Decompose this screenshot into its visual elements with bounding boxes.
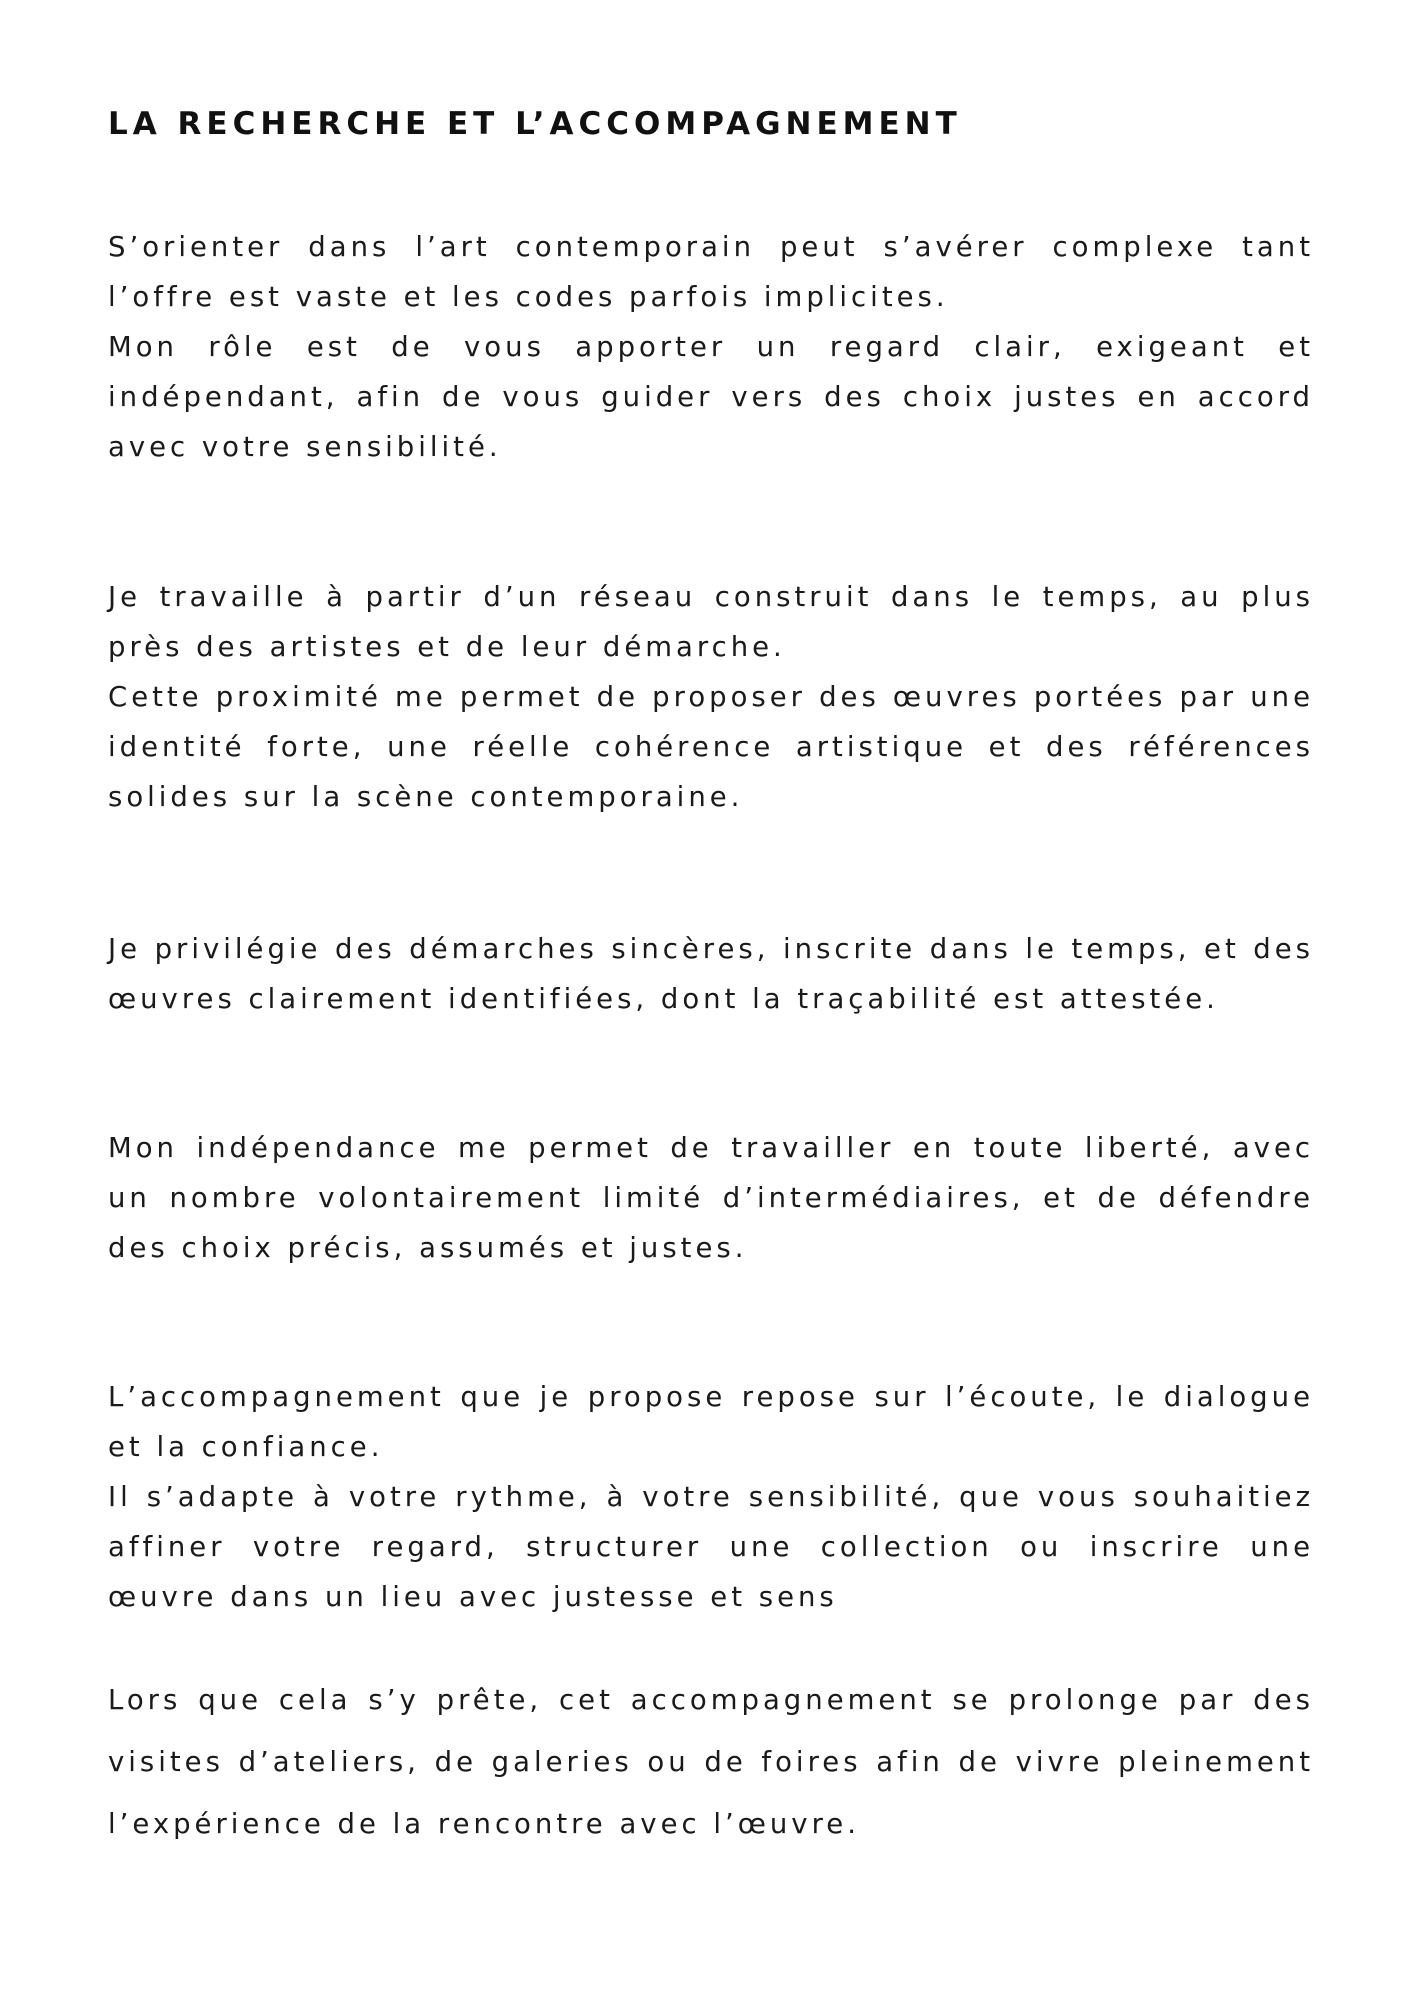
paragraph-sentence: Mon rôle est de vous apporter un regard clair, exigeant et indépendant, afin de vous guider vers des choix justes en accord avec votre sensibilité. bbox=[108, 331, 1314, 463]
paragraph-sentence: Je privilégie des démarches sincères, inscrite dans le temps, et des œuvres clairement identifiées, dont la traçabilité est attestée. bbox=[108, 933, 1314, 1015]
paragraph-sentence: Cette proximité me permet de proposer des œuvres portées par une identité forte, une réelle cohérence artistique et des références solides sur la scène contemporaine. bbox=[108, 681, 1314, 813]
paragraph-accompaniment bbox=[108, 1372, 1314, 1622]
paragraph-sentence: S’orienter dans l’art contemporain peut s’avérer complexe tant l’offre est vaste et les codes parfois implicites. bbox=[108, 231, 1314, 313]
paragraph-network bbox=[108, 572, 1314, 822]
page-title: LA RECHERCHE ET L’ACCOMPAGNEMENT bbox=[108, 106, 962, 142]
paragraph-sentence: L’accompagnement que je propose repose sur l’écoute, le dialogue et la confiance. bbox=[108, 1381, 1314, 1463]
paragraph-sentence: Mon indépendance me permet de travailler en toute liberté, avec un nombre volontairement limité d’intermédiaires, et de défendre des choix précis, assumés et justes. bbox=[108, 1132, 1314, 1264]
paragraph-sincerity bbox=[108, 924, 1314, 1024]
paragraph-independence bbox=[108, 1123, 1314, 1273]
paragraph-sentence: Je travaille à partir d’un réseau construit dans le temps, au plus près des artistes et de leur démarche. bbox=[108, 581, 1314, 663]
paragraph-visits bbox=[108, 1669, 1314, 1855]
paragraph-sentence: Lors que cela s’y prête, cet accompagnement se prolonge par des visites d’ateliers, de galeries ou de foires afin de vivre pleinement l’expérience de la rencontre avec l’œuvre. bbox=[108, 1684, 1314, 1840]
paragraph-sentence: Il s’adapte à votre rythme, à votre sensibilité, que vous souhaitiez affiner votre regard, structurer une collection ou inscrire une œuvre dans un lieu avec justesse et sens bbox=[108, 1481, 1314, 1613]
paragraph-orientation bbox=[108, 222, 1314, 472]
